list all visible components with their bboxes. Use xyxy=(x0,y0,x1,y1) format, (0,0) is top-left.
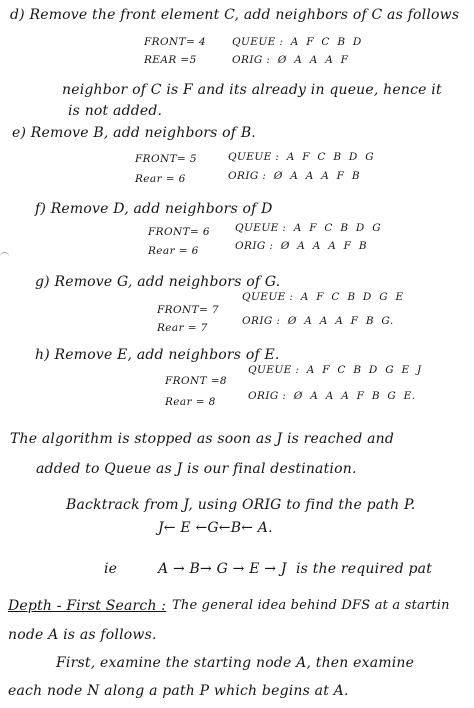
backtrack-path: J← E ←G←B← A. xyxy=(158,520,273,536)
step-e-rear: Rear = 6 xyxy=(135,173,186,185)
step-g-queue: QUEUE : A F C B D G E xyxy=(242,291,404,303)
step-h-queue: QUEUE : A F C B D G E J xyxy=(248,364,422,376)
step-d-queue: QUEUE : A F C B D xyxy=(232,36,362,48)
step-d-heading: d) Remove the front element C, add neighbors of C as follows xyxy=(10,7,460,23)
dfs-line-4: each node N along a path P which begins at A. xyxy=(8,683,349,699)
step-f-front: FRONT= 6 xyxy=(148,226,211,238)
step-d-rear: REAR =5 xyxy=(144,54,197,66)
ie-label: ie xyxy=(104,561,118,577)
forward-path: A → B→ G → E → J is the required pat xyxy=(158,561,433,577)
step-f-queue: QUEUE : A F C B D G xyxy=(235,222,381,234)
step-g-heading: g) Remove G, add neighbors of G. xyxy=(35,274,281,290)
page-edge-mark xyxy=(0,252,9,259)
step-e-front: FRONT= 5 xyxy=(135,153,198,165)
step-g-orig: ORIG : Ø A A A F B G. xyxy=(242,315,394,327)
conclusion-line-3: Backtrack from J, using ORIG to find the path P. xyxy=(66,497,416,513)
step-g-rear: Rear = 7 xyxy=(157,322,208,334)
step-h-orig: ORIG : Ø A A A F B G E. xyxy=(248,390,416,402)
step-f-heading: f) Remove D, add neighbors of D xyxy=(35,201,273,217)
step-d-front: FRONT= 4 xyxy=(144,36,207,48)
step-h-heading: h) Remove E, add neighbors of E. xyxy=(35,347,280,363)
step-h-rear: Rear = 8 xyxy=(165,396,216,408)
step-d-note-line-1: neighbor of C is F and its already in queue, hence it xyxy=(62,82,442,98)
step-f-rear: Rear = 6 xyxy=(148,245,199,257)
conclusion-line-1: The algorithm is stopped as soon as J is reached and xyxy=(10,431,395,447)
dfs-line-3: First, examine the starting node A, then examine xyxy=(56,655,415,671)
dfs-line-1: The general idea behind DFS at a startin xyxy=(172,598,450,613)
step-e-heading: e) Remove B, add neighbors of B. xyxy=(12,125,256,141)
conclusion-line-2: added to Queue as J is our final destination. xyxy=(36,461,357,477)
step-d-note-line-2: is not added. xyxy=(68,103,163,119)
step-h-front: FRONT =8 xyxy=(165,375,228,387)
step-d-orig: ORIG : Ø A A A F xyxy=(232,54,349,66)
step-g-front: FRONT= 7 xyxy=(157,304,220,316)
step-e-orig: ORIG : Ø A A A F B xyxy=(228,170,360,182)
dfs-line-2: node A is as follows. xyxy=(8,627,157,643)
dfs-title: Depth - First Search : xyxy=(8,598,167,614)
step-e-queue: QUEUE : A F C B D G xyxy=(228,151,374,163)
step-f-orig: ORIG : Ø A A A F B xyxy=(235,240,367,252)
